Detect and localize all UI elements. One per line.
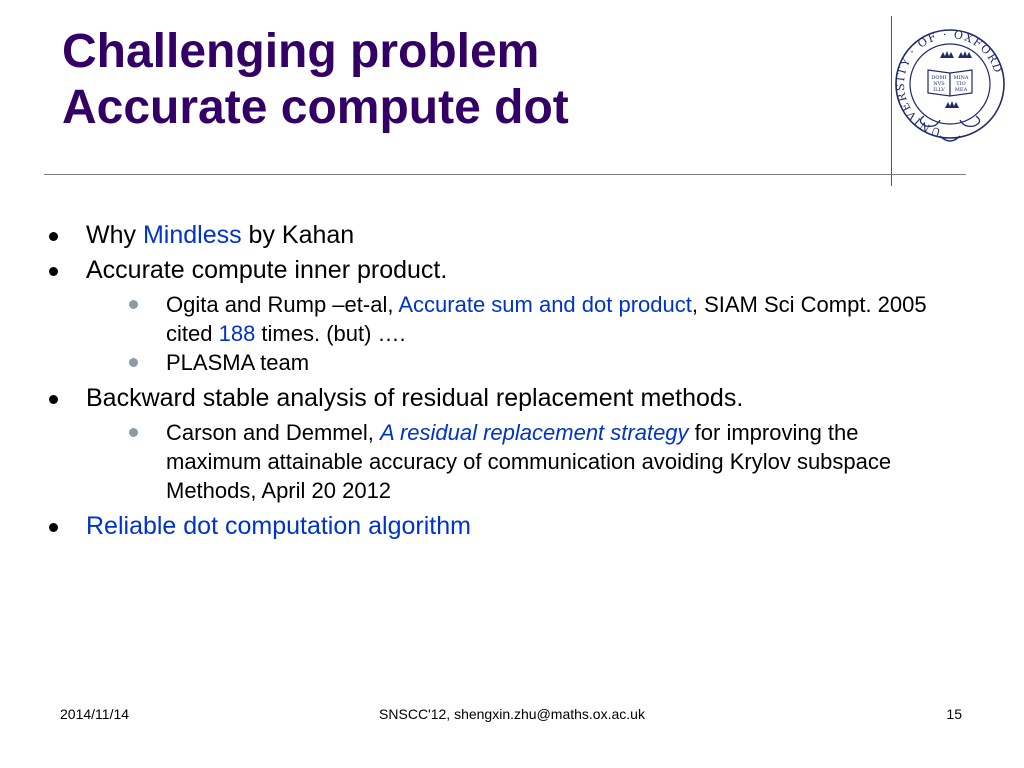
slide-title-line-2: Accurate compute dot [62,81,569,134]
header-horizontal-divider [44,174,966,175]
sub-bullet-list [86,290,974,377]
footer-info: SNSCC'12, shengxin.zhu@maths.ox.ac.uk [379,706,645,722]
sub-bullet-text: for improving the maximum attainable accuracy of communication avoiding Krylov subspace Methods, April 20 2012 [166,420,892,503]
bullet-item [44,253,974,377]
svg-text:ILLV: ILLV [933,87,945,93]
bullet-text: Accurate compute inner product. [86,256,448,284]
sub-bullet-item [86,418,974,505]
sub-bullet-icon [129,428,138,437]
bullet-text: Backward stable analysis of residual replacement methods. [86,384,744,412]
residual-replacement-link[interactable]: A residual replacement strategy [379,420,689,445]
svg-text:DOMI: DOMI [931,75,947,81]
bullet-item [44,509,974,544]
sub-bullet-text: Ogita and Rump –et-al, [166,292,399,317]
sub-bullet-text: , SIAM Sci Compt. 2005 cited [166,292,927,346]
sub-bullet-item [86,290,974,348]
svg-text:NVS: NVS [933,81,945,87]
sub-bullet-list [86,418,974,505]
svg-text:MEA: MEA [954,87,968,93]
sub-bullet-item [86,348,974,377]
bullet-list [44,218,974,544]
sub-bullet-icon [129,358,138,367]
accurate-sum-link[interactable]: Accurate sum and dot product [398,292,692,317]
bullet-text: Why [86,221,143,249]
footer-date: 2014/11/14 [60,706,130,722]
sub-bullet-icon [129,300,138,309]
slide-title [62,24,862,136]
sub-bullet-text: Carson and Demmel, [166,420,380,445]
sub-bullet-text: times. (but) …. [255,321,406,346]
mindless-link[interactable]: Mindless [142,221,242,249]
slide-number: 15 [946,706,962,722]
bullet-text: by Kahan [241,221,355,249]
bullet-item [44,218,974,253]
citation-count-link[interactable]: 188 [218,321,256,346]
svg-text:TIO: TIO [956,81,966,87]
svg-text:UNIVERSITY · OF · OXFORD: UNIVERSITY · OF · OXFORD [894,27,1005,140]
bullet-item [44,381,974,505]
oxford-crest-logo [894,18,1006,153]
sub-bullet-text: PLASMA team [166,350,310,375]
bullet-icon [49,267,58,276]
reliable-dot-link[interactable]: Reliable dot computation algorithm [86,512,471,540]
svg-text:MINA: MINA [953,75,969,81]
bullet-icon [49,232,58,241]
bullet-icon [49,395,58,404]
slide-title-line-1: Challenging problem [62,25,540,78]
bullet-icon [49,523,58,532]
header-vertical-divider [891,16,892,186]
